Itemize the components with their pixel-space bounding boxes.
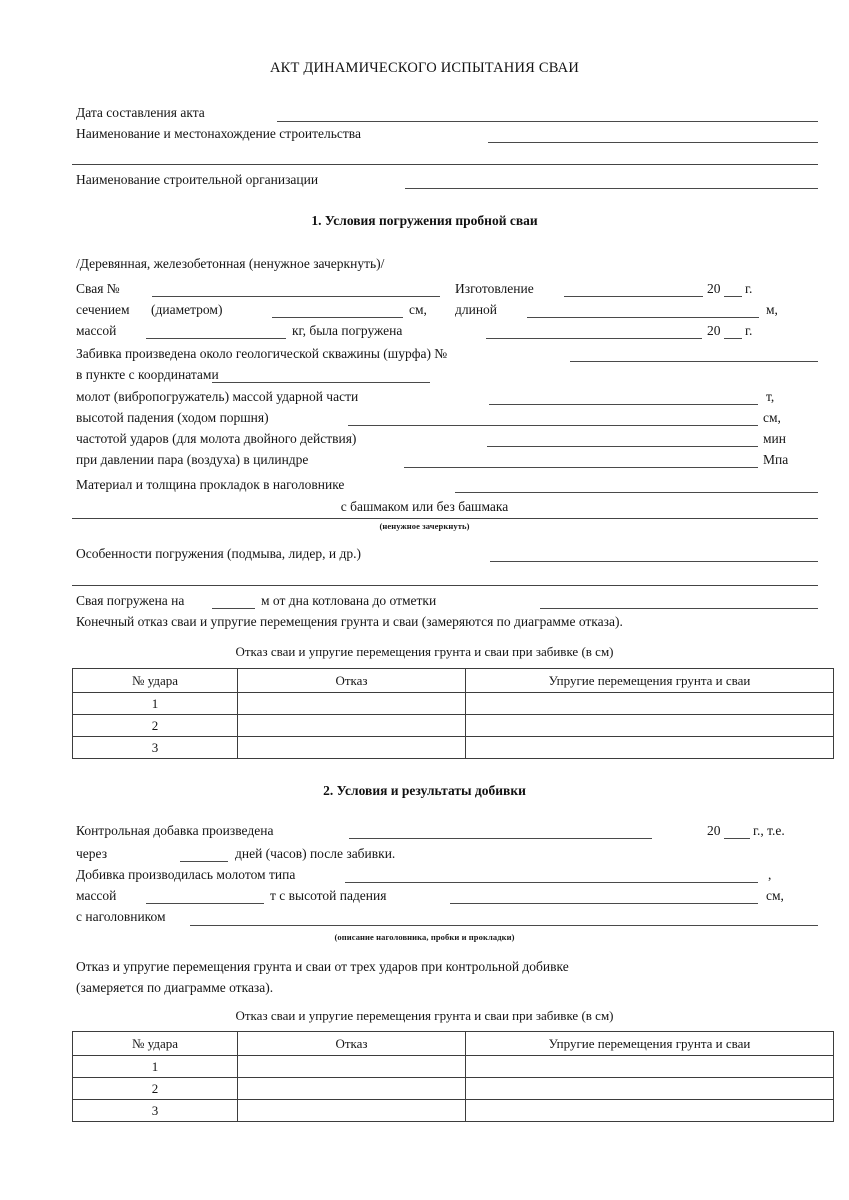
cell-blow-no: 3 <box>73 1100 238 1122</box>
coords-label: в пункте с координатами <box>76 367 219 382</box>
control-mass-fill-line[interactable] <box>146 903 264 904</box>
blow-rate-label: частотой ударов (для молота двойного действия) <box>76 431 357 446</box>
blow-rate-fill-line[interactable] <box>487 446 758 447</box>
pile-number-fill-line[interactable] <box>152 296 440 297</box>
cell-refusal[interactable] <box>238 1056 466 1078</box>
cell-refusal[interactable] <box>238 1078 466 1100</box>
mass-label: массой <box>76 323 117 338</box>
manufacture-year-suffix: г. <box>745 281 753 296</box>
control-year-suffix: г., т.е. <box>753 823 785 838</box>
hammer-fill-line[interactable] <box>489 404 758 405</box>
control-refusal-text-line-2: (замеряется по диаграмме отказа). <box>76 980 274 995</box>
site-label: Наименование и местонахождение строительства <box>76 126 361 141</box>
cross-section-unit: см, <box>409 302 427 317</box>
cell-elastic[interactable] <box>466 693 834 715</box>
cell-blow-no: 2 <box>73 1078 238 1100</box>
refusal-table-2 <box>72 1031 834 1122</box>
hammer-type-label: Добивка производилась молотом типа <box>76 867 296 882</box>
control-year-fill-line[interactable] <box>724 838 750 839</box>
cell-blow-no: 2 <box>73 715 238 737</box>
site-fill-line-2[interactable] <box>72 164 818 165</box>
cell-elastic[interactable] <box>466 715 834 737</box>
driven-depth-tail: м от дна котлована до отметки <box>261 593 437 608</box>
cap-description-note: (описание наголовника, пробки и прокладки) <box>334 932 515 942</box>
control-refusal-text-line-1: Отказ и упругие перемещения грунта и сваи от трех ударов при контрольной добивке <box>76 959 569 974</box>
column-header-refusal: Отказ <box>238 669 466 693</box>
diameter-label: (диаметром) <box>151 302 223 317</box>
cap-fill-line[interactable] <box>190 925 818 926</box>
cell-blow-no: 1 <box>73 1056 238 1078</box>
column-header-elastic: Упругие перемещения грунта и сваи <box>466 1032 834 1056</box>
table-row <box>73 1056 834 1078</box>
cell-elastic[interactable] <box>466 1056 834 1078</box>
borehole-fill-line[interactable] <box>570 361 818 362</box>
after-tail: дней (часов) после забивки. <box>235 846 396 861</box>
driven-mark-fill-line[interactable] <box>540 608 818 609</box>
drop-height-label: высотой падения (ходом поршня) <box>76 410 269 425</box>
manufacture-label: Изготовление <box>455 281 534 296</box>
table-row <box>73 715 834 737</box>
section-1-heading: 1. Условия погружения пробной сваи <box>311 213 538 228</box>
features-fill-line-2[interactable] <box>72 585 818 586</box>
hammer-type-comma: , <box>768 867 772 882</box>
control-year-prefix: 20 <box>707 823 721 838</box>
table-2-caption: Отказ сваи и упругие перемещения грунта и сваи при забивке (в см) <box>235 1008 614 1023</box>
pressure-unit: Мпа <box>763 452 789 467</box>
column-header-elastic: Упругие перемещения грунта и сваи <box>466 669 834 693</box>
cell-elastic[interactable] <box>466 737 834 759</box>
cell-blow-no: 3 <box>73 737 238 759</box>
after-fill-line[interactable] <box>180 861 228 862</box>
table-row <box>73 737 834 759</box>
strike-out-note: (ненужное зачеркнуть) <box>379 521 470 531</box>
pressure-label: при давлении пара (воздуха) в цилиндре <box>76 452 309 467</box>
control-driving-label: Контрольная добавка произведена <box>76 823 274 838</box>
page-title: АКТ ДИНАМИЧЕСКОГО ИСПЫТАНИЯ СВАИ <box>269 60 580 76</box>
cell-refusal[interactable] <box>238 715 466 737</box>
blow-rate-unit: мин <box>763 431 786 446</box>
date-fill-line[interactable] <box>277 121 818 122</box>
cell-elastic[interactable] <box>466 1100 834 1122</box>
diameter-fill-line[interactable] <box>272 317 403 318</box>
control-drop-unit: см, <box>766 888 784 903</box>
cell-refusal[interactable] <box>238 693 466 715</box>
driven-date-fill-line[interactable] <box>486 338 702 339</box>
section-2-heading: 2. Условия и результаты добивки <box>323 783 526 798</box>
cross-section-label: сечением <box>76 302 130 317</box>
features-label: Особенности погружения (подмыва, лидер, и др.) <box>76 546 361 561</box>
manufacture-year-fill-line[interactable] <box>724 296 742 297</box>
control-mass-label: массой <box>76 888 117 903</box>
table-header-row <box>73 669 834 693</box>
hammer-type-fill-line[interactable] <box>345 882 758 883</box>
date-label: Дата составления акта <box>76 105 205 120</box>
cell-elastic[interactable] <box>466 1078 834 1100</box>
driven-year-prefix: 20 <box>707 323 721 338</box>
pressure-fill-line[interactable] <box>404 467 758 468</box>
table-1-caption: Отказ сваи и упругие перемещения грунта и сваи при забивке (в см) <box>235 644 614 659</box>
features-fill-line[interactable] <box>490 561 818 562</box>
refusal-table-1 <box>72 668 834 759</box>
table-row <box>73 1100 834 1122</box>
hammer-unit: т, <box>766 389 775 404</box>
column-header-refusal: Отказ <box>238 1032 466 1056</box>
table-header-row <box>73 1032 834 1056</box>
control-mass-tail: т с высотой падения <box>270 888 387 903</box>
after-label: через <box>76 846 108 861</box>
drop-height-unit: см, <box>763 410 781 425</box>
table-row <box>73 693 834 715</box>
length-fill-line[interactable] <box>527 317 759 318</box>
control-driving-fill-line[interactable] <box>349 838 652 839</box>
final-refusal-text: Конечный отказ сваи и упругие перемещения грунта и сваи (замеряются по диаграмме отказа). <box>76 614 623 629</box>
coords-fill-line[interactable] <box>212 382 430 383</box>
column-header-blow-no: № удара <box>73 1032 238 1056</box>
cap-label: с наголовником <box>76 909 166 924</box>
pads-label: Материал и толщина прокладок в наголовнике <box>76 477 345 492</box>
org-label: Наименование строительной организации <box>76 172 319 187</box>
shoe-label: с башмаком или без башмака <box>340 499 509 514</box>
table-row <box>73 1078 834 1100</box>
cell-refusal[interactable] <box>238 737 466 759</box>
shoe-fill-line[interactable] <box>72 518 818 519</box>
manufacture-year-prefix: 20 <box>707 281 721 296</box>
driven-depth-fill-line[interactable] <box>212 608 255 609</box>
driven-year-suffix: г. <box>745 323 753 338</box>
pile-number-label: Свая № <box>76 281 120 296</box>
driven-year-fill-line[interactable] <box>724 338 742 339</box>
hammer-label: молот (вибропогружатель) массой ударной части <box>76 389 359 404</box>
length-unit: м, <box>766 302 778 317</box>
pile-type-note: /Деревянная, железобетонная (ненужное зачеркнуть)/ <box>76 256 385 271</box>
column-header-blow-no: № удара <box>73 669 238 693</box>
control-drop-fill-line[interactable] <box>450 903 758 904</box>
pads-fill-line[interactable] <box>455 492 818 493</box>
org-fill-line[interactable] <box>405 188 818 189</box>
drop-height-fill-line[interactable] <box>348 425 758 426</box>
driven-depth-label: Свая погружена на <box>76 593 185 608</box>
length-label: длиной <box>455 302 498 317</box>
cell-blow-no: 1 <box>73 693 238 715</box>
mass-unit-driven: кг, была погружена <box>292 323 403 338</box>
site-fill-line[interactable] <box>488 142 818 143</box>
mass-fill-line[interactable] <box>146 338 286 339</box>
cell-refusal[interactable] <box>238 1100 466 1122</box>
borehole-label: Забивка произведена около геологической скважины (шурфа) № <box>76 346 448 361</box>
manufacture-fill-line[interactable] <box>564 296 703 297</box>
